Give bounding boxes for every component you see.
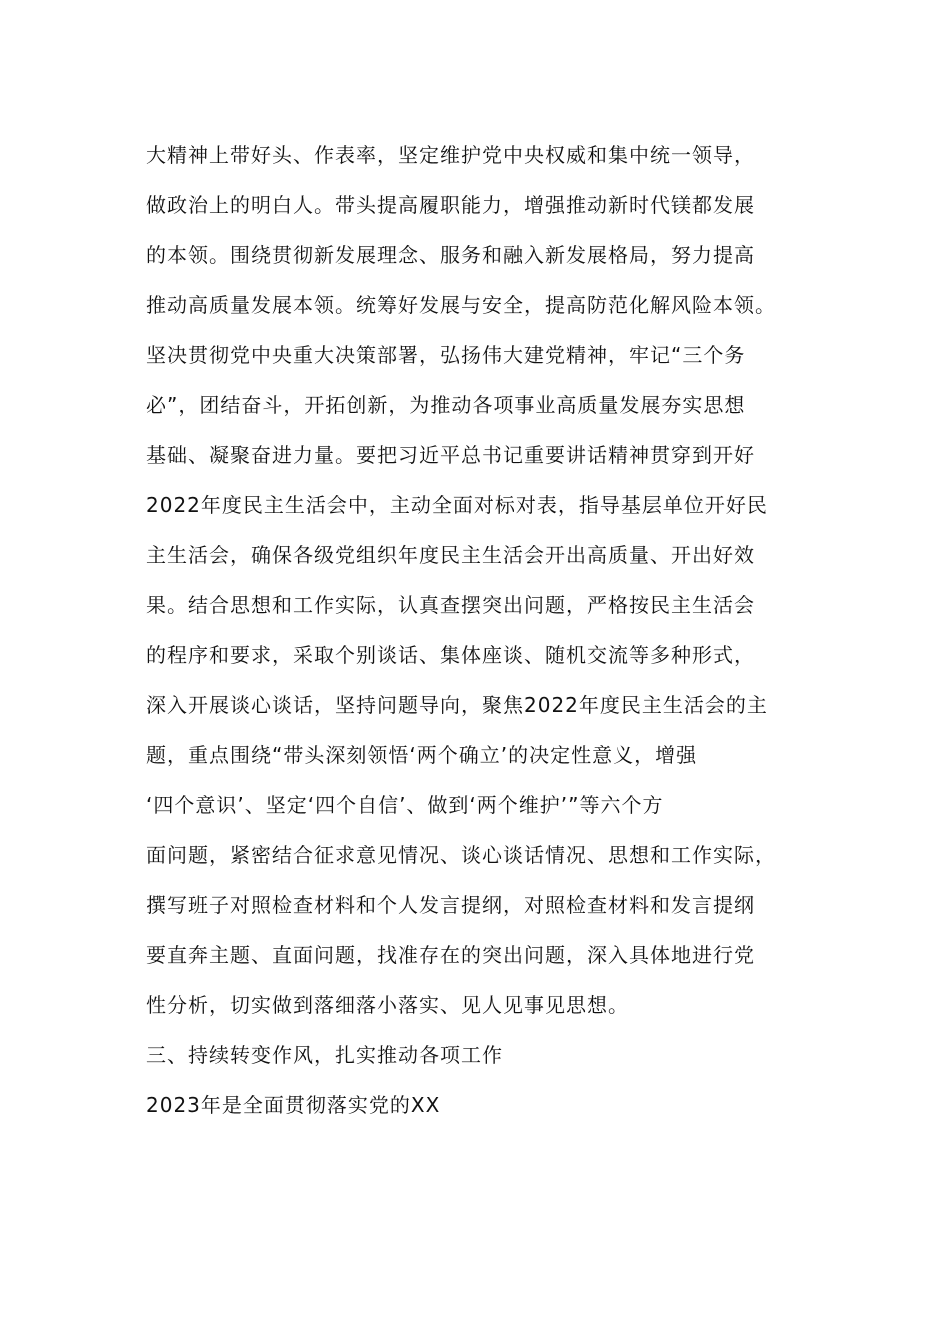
paragraph-line: 果。结合思想和工作实际，认真查摆突出问题，严格按民主生活会 xyxy=(146,593,755,617)
paragraph-line: 的程序和要求，采取个别谈话、集体座谈、随机交流等多种形式， xyxy=(146,643,755,667)
paragraph-line: 的本领。围绕贯彻新发展理念、服务和融入新发展格局，努力提高 xyxy=(146,243,755,267)
document-body xyxy=(146,130,846,1130)
paragraph-line: 必”，团结奋斗，开拓创新，为推动各项事业高质量发展夯实思想 xyxy=(146,393,746,417)
paragraph-line: 主生活会，确保各级党组织年度民主生活会开出高质量、开出好效 xyxy=(146,543,755,567)
paragraph-line: 基础、凝聚奋进力量。要把习近平总书记重要讲话精神贯穿到开好 xyxy=(146,443,755,467)
paragraph-line: ‘四个意识’、坚定‘四个自信’、做到‘两个维护’”等六个方 xyxy=(146,793,664,817)
paragraph-line: 题，重点围绕“带头深刻领悟‘两个确立’的决定性意义，增强 xyxy=(146,743,698,767)
paragraph-line: 做政治上的明白人。带头提高履职能力，增强推动新时代镁都发展 xyxy=(146,193,755,217)
paragraph-line: 要直奔主题、直面问题，找准存在的突出问题，深入具体地进行党 xyxy=(146,943,755,967)
paragraph-line: 深入开展谈心谈话，坚持问题导向，聚焦2022年度民主生活会的主 xyxy=(146,693,768,717)
paragraph-line: 面问题，紧密结合征求意见情况、谈心谈话情况、思想和工作实际， xyxy=(146,843,776,867)
paragraph-line: 2023年是全面贯彻落实党的XX xyxy=(146,1093,441,1117)
paragraph-line: 坚决贯彻党中央重大决策部署，弘扬伟大建党精神，牢记“三个务 xyxy=(146,343,746,367)
section-heading: 三、持续转变作风，扎实推动各项工作 xyxy=(146,1043,503,1067)
paragraph-line: 撰写班子对照检查材料和个人发言提纲，对照检查材料和发言提纲 xyxy=(146,893,755,917)
paragraph-line: 性分析，切实做到落细落小落实、见人见事见思想。 xyxy=(146,993,629,1017)
paragraph-line: 推动高质量发展本领。统筹好发展与安全，提高防范化解风险本领。 xyxy=(146,293,776,317)
paragraph-line: 大精神上带好头、作表率，坚定维护党中央权威和集中统一领导， xyxy=(146,143,755,167)
paragraph-line: 2022年度民主生活会中，主动全面对标对表，指导基层单位开好民 xyxy=(146,493,768,517)
